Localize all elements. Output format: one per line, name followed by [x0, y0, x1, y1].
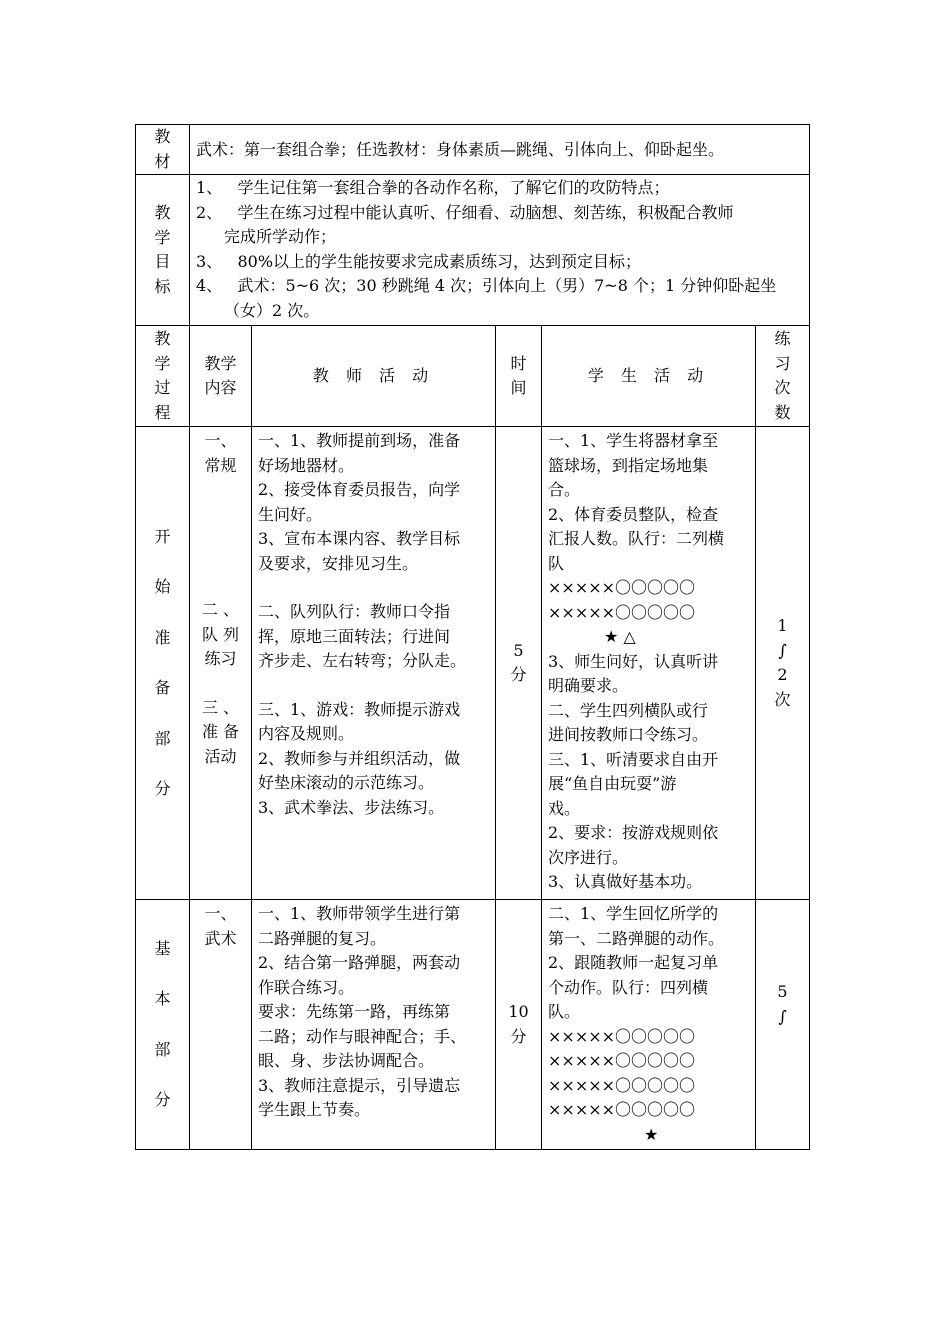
goals-row — [136, 175, 810, 326]
material-label — [136, 125, 190, 175]
text-line: 准 — [154, 627, 171, 647]
text-line: 部 — [154, 1039, 171, 1059]
text-line: 二、学生四列横队或行 — [548, 700, 709, 720]
text-line: 二路弹腿的复习。 — [258, 928, 387, 948]
text-line: 武术：5~6 次；30 秒跳绳 4 次；引体向上（男）7~8 个；1 分钟仰卧起坐 — [237, 276, 777, 295]
text-line: 1 — [777, 616, 788, 635]
formation-row: ×××××〇〇〇〇〇 — [548, 1051, 696, 1070]
text-line: 3、教师注意提示，引导遗忘 — [258, 1075, 461, 1095]
text-line: 3、武术拳法、步法练习。 — [258, 797, 445, 817]
text-line: 80%以上的学生能按要求完成素质练习，达到预定目标； — [237, 251, 642, 271]
formation-markers: ★ △ — [604, 627, 636, 646]
text-line: 三 、 — [201, 697, 240, 717]
teacher-marker: ★ — [644, 1124, 659, 1144]
section1-student — [542, 427, 756, 900]
section1-time — [496, 427, 542, 900]
text-line: 常规 — [204, 455, 237, 475]
text-line: 二路；动作与眼神配合；手、 — [258, 1026, 467, 1046]
section1-teacher — [252, 427, 496, 900]
text-line: 教 — [154, 329, 171, 348]
text-line: 时 — [510, 353, 527, 373]
text-line: 一、 — [204, 431, 237, 450]
text-line: 次 — [774, 378, 791, 397]
text-line: 5 — [777, 982, 788, 1001]
text-line: 3、宣布本课内容、教学目标 — [258, 529, 461, 548]
text-line — [258, 674, 489, 698]
section2-label — [136, 900, 190, 1150]
text-line: 挥，原地三面转法；行进间 — [258, 626, 451, 646]
text-line: 标 — [154, 276, 171, 296]
text-line: 展“鱼自由玩耍”游 — [548, 774, 677, 793]
text-line: 准 备 — [201, 722, 240, 741]
text-line: 队 — [548, 553, 565, 573]
lesson-plan-table — [135, 124, 810, 1150]
formation-row: ×××××〇〇〇〇〇 — [548, 1100, 696, 1119]
formation-row: ×××××〇〇〇〇〇 — [548, 602, 696, 622]
text-line: 第一、二路弹腿的动作。 — [548, 928, 725, 948]
header-student: 学 生 活 动 — [542, 326, 756, 427]
text-line: 2、体育委员整队，检查 — [548, 504, 719, 524]
text-line: 教 — [154, 203, 171, 222]
text-line: 次序进行。 — [548, 847, 629, 867]
text-line: 分 — [510, 665, 527, 684]
section1-label — [136, 427, 190, 900]
text-line: 二 、 — [201, 600, 240, 619]
header-process — [136, 326, 190, 427]
text-line: 内容 — [204, 378, 237, 397]
goals-list — [190, 175, 810, 326]
text-line: 学 — [154, 227, 171, 247]
text-line: 教 — [154, 127, 171, 146]
formation-row: ×××××〇〇〇〇〇 — [548, 1075, 696, 1095]
text-line: 1、 — [196, 178, 223, 197]
text-line: 3、认真做好基本功。 — [548, 872, 703, 891]
text-line: ∫ — [778, 1006, 787, 1026]
text-line: 眼、身、步法协调配合。 — [258, 1051, 435, 1070]
goal-item-3 — [196, 250, 803, 275]
text-line: 好场地器材。 — [258, 455, 355, 475]
text-line: 学生跟上节奏。 — [258, 1100, 371, 1119]
section1-count — [756, 427, 810, 900]
text-line: 分 — [154, 779, 171, 798]
text-line: 目 — [154, 252, 171, 271]
text-line: 2、接受体育委员报告，向学 — [258, 480, 461, 499]
text-line: 学 — [154, 353, 171, 373]
goals-label — [136, 175, 190, 326]
text-line: 教学 — [204, 353, 237, 373]
formation-row: ×××××〇〇〇〇〇 — [548, 1026, 696, 1046]
text-line: 2、要求：按游戏规则依 — [548, 823, 719, 842]
text-line: 2、教师参与并组织活动，做 — [258, 748, 461, 768]
header-row — [136, 326, 810, 427]
text-line: 本 — [154, 989, 171, 1008]
text-line: 学生在练习过程中能认真听、仔细看、动脑想、刻苦练，积极配合教师 — [237, 202, 734, 222]
text-line: 始 — [154, 577, 171, 596]
section2-time — [496, 900, 542, 1150]
header-time — [496, 326, 542, 427]
text-line: 齐步走、左右转弯；分队走。 — [258, 651, 467, 670]
text-line: 一、 — [204, 904, 237, 923]
text-line — [258, 576, 489, 600]
goal-item-2-cont: 完成所学动作； — [224, 227, 337, 246]
text-line: 一、1、学生将器材拿至 — [548, 431, 719, 450]
material-row — [136, 125, 810, 175]
section2-teacher — [252, 900, 496, 1150]
text-line: 一、1、教师带领学生进行第 — [258, 904, 461, 923]
section-basic — [136, 900, 810, 1150]
text-line: 3、师生问好，认真听讲 — [548, 651, 719, 671]
material-text-cell — [190, 125, 810, 175]
section2-count — [756, 900, 810, 1150]
text-line: 5 — [513, 640, 524, 660]
text-line: 备 — [154, 678, 171, 697]
text-line: ∫ — [778, 640, 787, 660]
text-line: 武术 — [204, 928, 237, 948]
text-line: 戏。 — [548, 798, 581, 818]
text-line: 4、 — [196, 276, 223, 295]
header-count — [756, 326, 810, 427]
text-line: 活动 — [204, 746, 237, 766]
goal-item-1 — [196, 176, 803, 201]
text-line: 一、1、教师提前到场，准备 — [258, 431, 461, 450]
text-line: 进间按教师口令练习。 — [548, 725, 709, 744]
text-line: 三、1、游戏：教师提示游戏 — [258, 699, 461, 719]
formation-row: ×××××〇〇〇〇〇 — [548, 578, 696, 597]
text-line: 3、 — [196, 251, 223, 271]
material-text: 武术：第一套组合拳；任选教材：身体素质—跳绳、引体向上、仰卧起坐。 — [196, 140, 725, 160]
text-line: 明确要求。 — [548, 676, 629, 695]
text-line: 数 — [774, 402, 791, 422]
text-line: 合。 — [548, 480, 581, 499]
section2-student — [542, 900, 756, 1150]
text-line: 队 列 — [201, 624, 240, 644]
text-line: 分 — [154, 1090, 171, 1109]
goal-item-2 — [196, 201, 803, 226]
text-line: 汇报人数。队行：二列横 — [548, 529, 725, 548]
text-line: 习 — [774, 353, 791, 373]
text-line: 2 — [777, 665, 788, 684]
text-line: 分 — [510, 1026, 527, 1046]
text-line: 2、跟随教师一起复习单 — [548, 953, 719, 972]
text-line: 二、队列队行：教师口令指 — [258, 602, 451, 621]
text-line: 内容及规则。 — [258, 724, 355, 743]
text-line: 2、结合第一路弹腿，两套动 — [258, 953, 461, 972]
text-line: 好垫床滚动的示范练习。 — [258, 773, 435, 792]
section-start-prep — [136, 427, 810, 900]
text-line: 二、1、学生回忆所学的 — [548, 904, 719, 923]
text-line: 2、 — [196, 202, 223, 222]
text-line: 生问好。 — [258, 504, 323, 524]
text-line: 三、1、听清要求自由开 — [548, 749, 719, 769]
goal-item-4-cont: （女）2 次。 — [224, 300, 320, 320]
section1-content — [190, 427, 252, 900]
text-line: 程 — [154, 402, 171, 422]
text-line: 作联合练习。 — [258, 977, 355, 997]
text-line: 要求：先练第一路，再练第 — [258, 1002, 451, 1021]
text-line: 学生记住第一套组合拳的各动作名称，了解它们的攻防特点； — [237, 178, 670, 197]
text-line: 10 — [508, 1002, 529, 1021]
text-line: 及要求，安排见习生。 — [258, 553, 419, 573]
header-content — [190, 326, 252, 427]
text-line: 间 — [510, 378, 527, 397]
text-line: 练 — [774, 329, 791, 348]
text-line: 篮球场，到指定场地集 — [548, 455, 709, 475]
text-line: 部 — [154, 728, 171, 748]
text-line: 开 — [154, 526, 171, 546]
text-line: 个动作。队行：四列横 — [548, 977, 709, 997]
text-line: 次 — [774, 689, 791, 709]
text-line: 材 — [154, 151, 171, 171]
text-line: 过 — [154, 378, 171, 397]
header-teacher: 教 师 活 动 — [252, 326, 496, 427]
text-line: 基 — [154, 938, 171, 958]
section2-content — [190, 900, 252, 1150]
text-line: 练习 — [204, 649, 237, 668]
text-line: 队。 — [548, 1002, 581, 1021]
goal-item-4 — [196, 274, 803, 299]
